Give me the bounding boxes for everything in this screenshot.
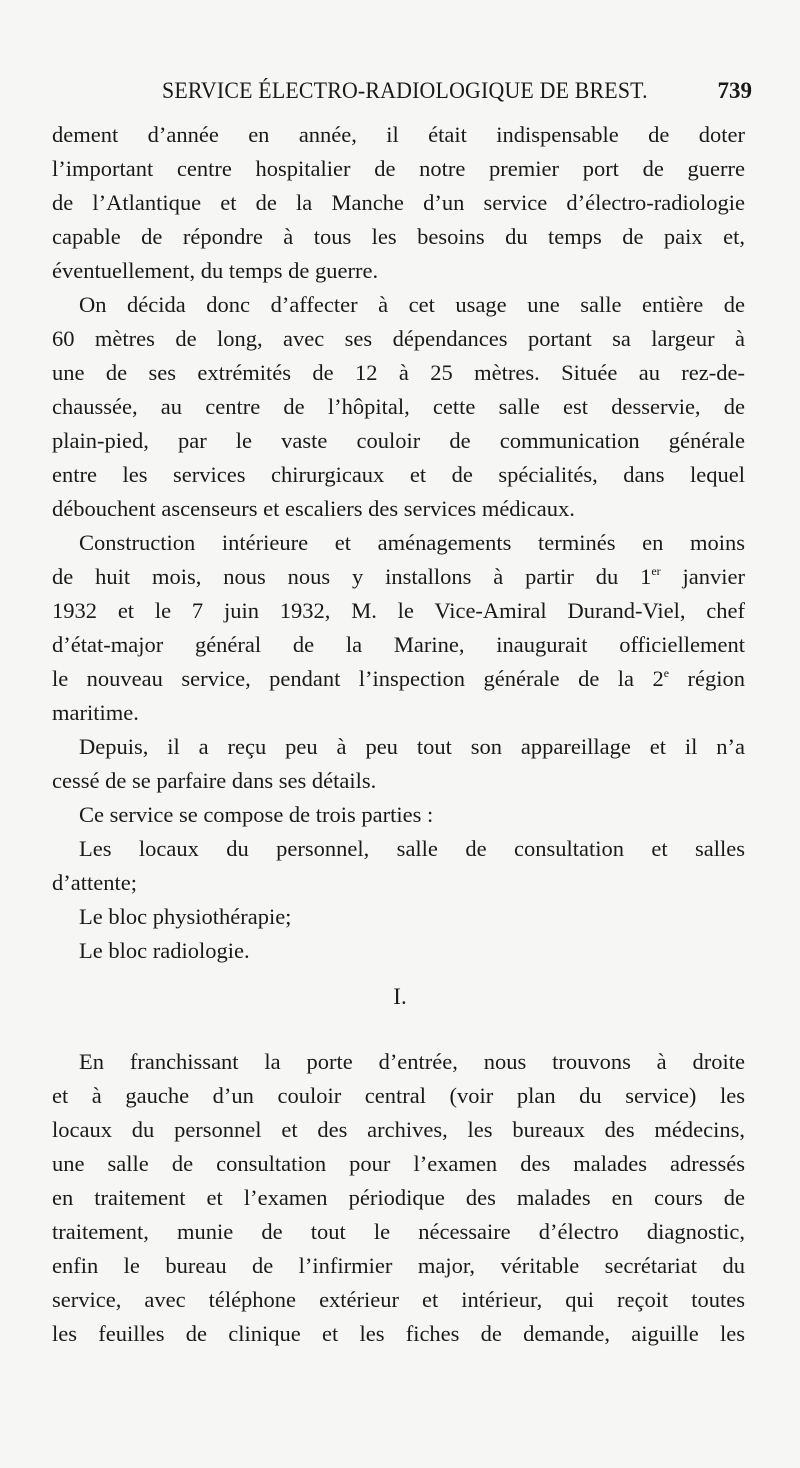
text-line: éventuellement, du temps de guerre. — [52, 258, 379, 283]
section-heading: I. — [393, 984, 407, 1009]
text-line-with-superscript — [52, 662, 745, 696]
text-line: entre les services chirurgicaux et de spécialités, dans lequel — [52, 462, 745, 487]
text-line: chaussée, au centre de l’hôpital, cette salle est desservie, de — [52, 394, 745, 419]
text-line: les feuilles de clinique et les fiches de demande, aiguille les — [52, 1321, 745, 1346]
body-text-lower — [52, 1045, 745, 1351]
text-line: capable de répondre à tous les besoins du temps de paix et, — [52, 224, 745, 249]
text-line: Les locaux du personnel, salle de consultation et salles — [79, 836, 745, 861]
text-line: en traitement et l’examen périodique des malades en cours de — [52, 1185, 745, 1210]
text-line: plain-pied, par le vaste couloir de communication générale — [52, 428, 745, 453]
text-line: En franchissant la porte d’entrée, nous trouvons à droite — [79, 1049, 745, 1074]
text-line: On décida donc d’affecter à cet usage une salle entière de — [79, 292, 745, 317]
text-segment: région — [669, 666, 745, 691]
text-line-with-superscript — [52, 560, 745, 594]
text-line: et à gauche d’un couloir central (voir plan du service) les — [52, 1083, 745, 1108]
text-line: enfin le bureau de l’infirmier major, véritable secrétariat du — [52, 1253, 745, 1278]
text-segment: le nouveau service, pendant l’inspection générale de la 2 — [52, 666, 664, 691]
text-line: locaux du personnel et des archives, les bureaux des médecins, — [52, 1117, 745, 1142]
text-line: service, avec téléphone extérieur et intérieur, qui reçoit toutes — [52, 1287, 745, 1312]
text-segment: janvier — [660, 564, 745, 589]
text-line: Depuis, il a reçu peu à peu tout son appareillage et il n’a — [79, 734, 745, 759]
running-head-title: SERVICE ÉLECTRO-RADIOLOGIQUE DE BREST. — [162, 78, 648, 103]
text-line: de l’Atlantique et de la Manche d’un service d’électro-radiologie — [52, 190, 745, 215]
text-line: d’état-major général de la Marine, inaugurait officiellement — [52, 632, 745, 657]
text-line: traitement, munie de tout le nécessaire d’électro diagnostic, — [52, 1219, 745, 1244]
text-line: 60 mètres de long, avec ses dépendances portant sa largeur à — [52, 326, 745, 351]
text-line: 1932 et le 7 juin 1932, M. le Vice-Amiral Durand-Viel, chef — [52, 598, 745, 623]
text-line: d’attente; — [52, 870, 137, 895]
text-line: dement d’année en année, il était indispensable de doter — [52, 122, 745, 147]
text-line: Le bloc radiologie. — [79, 938, 250, 963]
superscript: er — [651, 564, 661, 578]
text-line: une de ses extrémités de 12 à 25 mètres. Située au rez-de- — [52, 360, 745, 385]
text-line: maritime. — [52, 700, 139, 725]
text-line: Ce service se compose de trois parties : — [79, 802, 434, 827]
superscript: e — [663, 666, 670, 680]
text-line: cessé de se parfaire dans ses détails. — [52, 768, 377, 793]
text-line: Construction intérieure et aménagements terminés en moins — [79, 530, 745, 555]
page-header — [52, 78, 752, 108]
text-line: Le bloc physiothérapie; — [79, 904, 292, 929]
text-line: une salle de consultation pour l’examen des malades adressés — [52, 1151, 745, 1176]
text-line: l’important centre hospitalier de notre premier port de guerre — [52, 156, 745, 181]
body-text-upper — [52, 118, 745, 968]
text-segment: de huit mois, nous nous y installons à partir du 1 — [52, 564, 652, 589]
page-number: 739 — [717, 78, 752, 103]
text-line: débouchent ascenseurs et escaliers des services médicaux. — [52, 496, 575, 521]
